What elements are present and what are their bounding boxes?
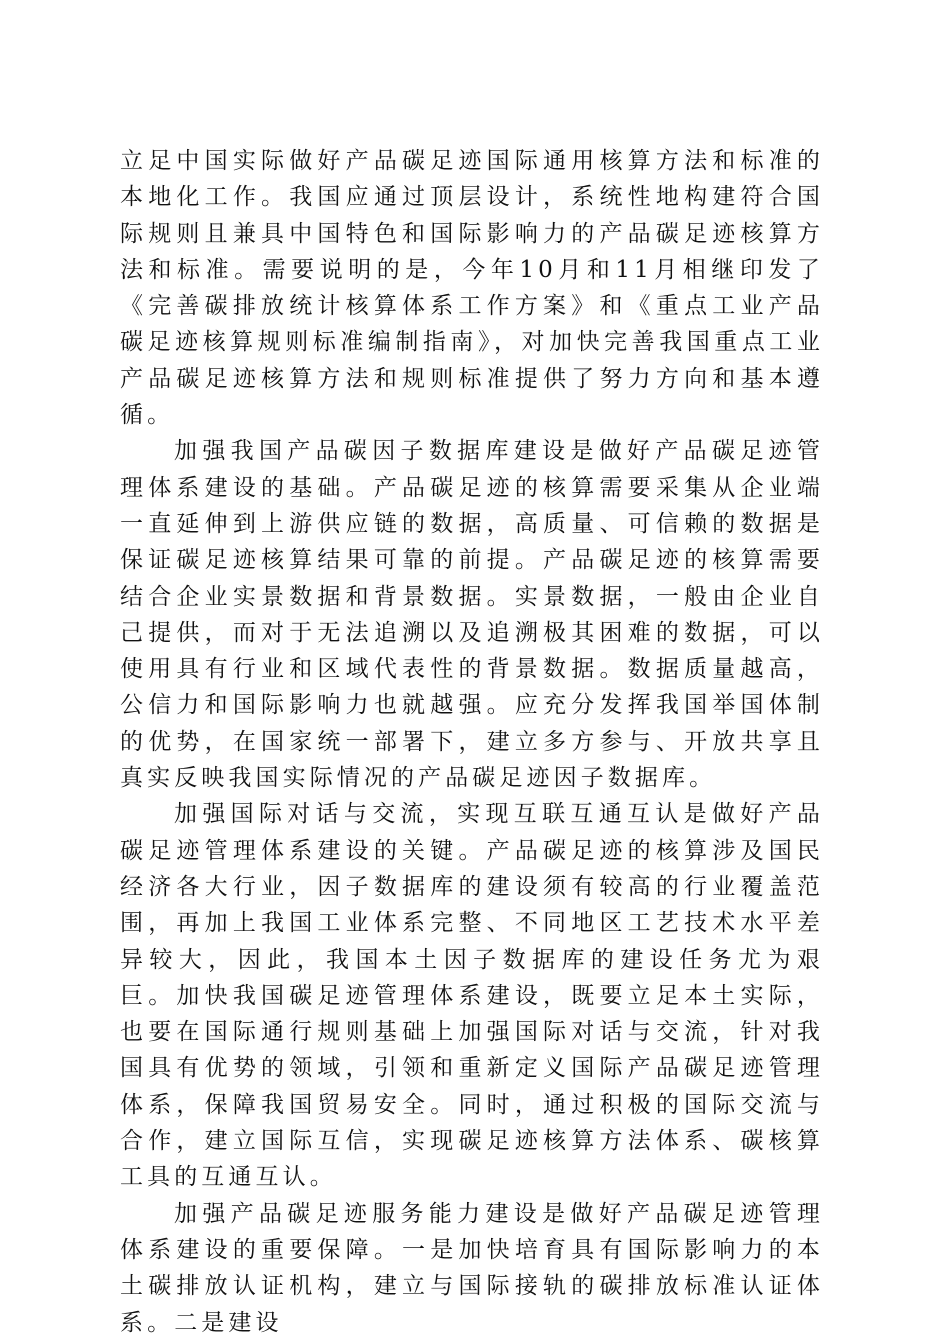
paragraph-service-capacity: 加强产品碳足迹服务能力建设是做好产品碳足迹管理体系建设的重要保障。一是加快培育具有国际影响力的本土碳排放认证机构，建立与国际接轨的碳排放标准认证体系。二是建设 xyxy=(120,1200,824,1336)
paragraph-international-dialogue: 加强国际对话与交流，实现互联互通互认是做好产品碳足迹管理体系建设的关键。产品碳足迹的核算涉及国民经济各大行业，因子数据库的建设须有较高的行业覆盖范围，再加上我国工业体系完整、不同地区工艺技术水平差异较大，因此，我国本土因子数据库的建设任务尤为艰巨。加快我国碳足迹管理体系建设，既要立足本土实际，也要在国际通行规则基础上加强国际对话与交流，针对我国具有优势的领域，引领和重新定义国际产品碳足迹管理体系，保障我国贸易安全。同时，通过积极的国际交流与合作，建立国际互信，实现碳足迹核算方法体系、碳核算工具的互通互认。 xyxy=(120,801,824,1191)
paragraph-localization: 立足中国实际做好产品碳足迹国际通用核算方法和标准的本地化工作。我国应通过顶层设计，系统性地构建符合国际规则且兼具中国特色和国际影响力的产品碳足迹核算方法和标准。需要说明的是，今年10月和11月相继印发了《完善碳排放统计核算体系工作方案》和《重点工业产品碳足迹核算规则标准编制指南》，对加快完善我国重点工业产品碳足迹核算方法和规则标准提供了努力方向和基本遵循。 xyxy=(120,148,824,429)
paragraph-emission-factor-database: 加强我国产品碳因子数据库建设是做好产品碳足迹管理体系建设的基础。产品碳足迹的核算需要采集从企业端一直延伸到上游供应链的数据，高质量、可信赖的数据是保证碳足迹核算结果可靠的前提。产品碳足迹的核算需要结合企业实景数据和背景数据。实景数据，一般由企业自己提供，而对于无法追溯以及追溯极其困难的数据，可以使用具有行业和区域代表性的背景数据。数据质量越高，公信力和国际影响力也就越强。应充分发挥我国举国体制的优势，在国家统一部署下，建立多方参与、开放共享且真实反映我国实际情况的产品碳足迹因子数据库。 xyxy=(120,438,824,792)
document-body xyxy=(120,143,824,1341)
